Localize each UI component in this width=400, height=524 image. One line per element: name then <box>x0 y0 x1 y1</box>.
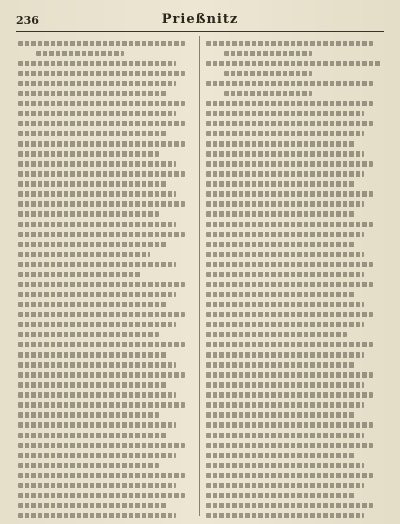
directory-entry <box>18 332 159 337</box>
directory-entry <box>18 282 185 287</box>
directory-entry <box>18 322 176 327</box>
directory-entry <box>18 483 176 488</box>
directory-entry <box>206 121 373 126</box>
header-rule <box>16 31 384 32</box>
directory-entry <box>206 422 373 427</box>
directory-entry <box>18 211 159 216</box>
directory-entry <box>18 201 185 206</box>
directory-entry <box>18 191 176 196</box>
directory-entry <box>206 312 373 317</box>
directory-entry <box>18 91 168 96</box>
directory-entry <box>206 252 364 257</box>
directory-entry <box>18 402 185 407</box>
directory-entry <box>18 503 168 508</box>
directory-entry <box>18 362 176 367</box>
directory-entry <box>206 332 347 337</box>
directory-entry <box>206 412 356 417</box>
directory-entry <box>206 362 356 367</box>
directory-entry <box>206 463 364 468</box>
directory-entry <box>206 181 356 186</box>
directory-entry <box>206 222 373 227</box>
directory-entry <box>206 493 356 498</box>
directory-entry <box>206 131 364 136</box>
directory-entry <box>18 292 176 297</box>
directory-entry <box>18 171 185 176</box>
directory-entry <box>206 201 364 206</box>
directory-entry-continuation <box>224 51 312 56</box>
directory-entry <box>18 372 185 377</box>
directory-entry <box>206 352 364 357</box>
directory-entry <box>18 151 159 156</box>
directory-entry-continuation <box>224 91 312 96</box>
directory-entry <box>206 433 364 438</box>
directory-entry <box>206 402 364 407</box>
directory-entry-continuation <box>36 51 124 56</box>
directory-entry <box>206 272 364 277</box>
running-head: Prießnitz <box>161 12 239 27</box>
directory-entry <box>18 81 176 86</box>
directory-entry <box>206 503 373 508</box>
directory-entry <box>206 513 364 518</box>
directory-entry <box>206 232 364 237</box>
directory-entry <box>206 392 373 397</box>
page-number: 236 <box>16 14 39 27</box>
column-rule <box>199 36 200 516</box>
directory-entry <box>206 382 364 387</box>
directory-entry <box>18 232 185 237</box>
directory-entry <box>206 81 373 86</box>
directory-entry <box>18 392 176 397</box>
directory-entry <box>18 382 168 387</box>
directory-entry <box>18 131 168 136</box>
directory-entry <box>206 292 356 297</box>
directory-entry <box>18 473 185 478</box>
directory-entry <box>18 252 150 257</box>
directory-entry <box>206 302 364 307</box>
directory-entry <box>206 161 373 166</box>
right-column <box>206 36 382 518</box>
directory-entry <box>18 422 176 427</box>
directory-entry <box>206 242 356 247</box>
directory-entry <box>206 171 364 176</box>
directory-entry <box>206 111 364 116</box>
directory-entry <box>206 453 356 458</box>
directory-entry <box>206 483 364 488</box>
directory-entry <box>206 141 356 146</box>
directory-entry <box>206 41 373 46</box>
directory-entry <box>18 453 176 458</box>
directory-entry <box>206 473 373 478</box>
directory-entry <box>18 181 168 186</box>
directory-entry <box>18 101 185 106</box>
directory-entry <box>18 262 176 267</box>
directory-entry <box>206 61 382 66</box>
directory-entry <box>206 101 373 106</box>
directory-entry <box>18 342 185 347</box>
directory-entry <box>206 342 373 347</box>
directory-entry <box>18 493 185 498</box>
directory-entry <box>18 352 168 357</box>
directory-entry <box>18 312 185 317</box>
directory-entry <box>206 211 356 216</box>
directory-entry <box>206 191 373 196</box>
left-column <box>18 36 194 518</box>
directory-entry-continuation <box>224 71 312 76</box>
directory-entry <box>18 272 141 277</box>
directory-entry <box>18 412 159 417</box>
directory-entry <box>18 463 159 468</box>
directory-entry <box>18 61 176 66</box>
directory-entry <box>18 433 168 438</box>
directory-entry <box>206 443 373 448</box>
directory-entry <box>206 151 364 156</box>
directory-entry <box>18 222 176 227</box>
directory-entry <box>18 161 176 166</box>
directory-entry <box>18 302 168 307</box>
directory-entry <box>206 262 373 267</box>
directory-entry <box>18 242 168 247</box>
directory-entry <box>18 443 185 448</box>
directory-entry <box>206 282 373 287</box>
directory-entry <box>18 141 185 146</box>
directory-entry <box>18 121 185 126</box>
directory-entry <box>206 322 364 327</box>
directory-entry <box>206 372 373 377</box>
directory-entry <box>18 111 176 116</box>
directory-entry <box>18 71 185 76</box>
directory-entry <box>18 41 185 46</box>
directory-entry <box>18 513 176 518</box>
